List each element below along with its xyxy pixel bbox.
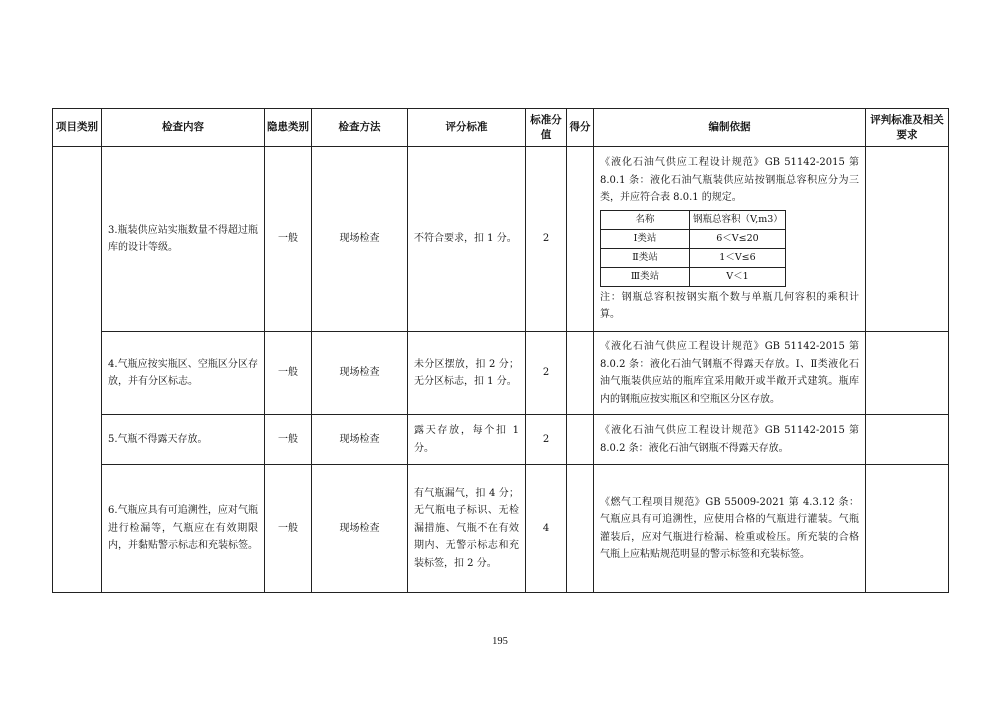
requirements-cell <box>866 415 949 465</box>
hazard-cell: 一般 <box>265 332 312 415</box>
header-hazard: 隐患类别 <box>265 109 312 147</box>
table-row <box>53 332 949 415</box>
requirements-cell <box>866 332 949 415</box>
header-requirements: 评判标准及相关要求 <box>866 109 949 147</box>
basis-note: 注：钢瓶总容积按钢实瓶个数与单瓶几何容积的乘积计算。 <box>600 291 859 321</box>
table-row <box>53 465 949 593</box>
scoring-cell: 露天存放，每个扣 1 分。 <box>408 415 526 465</box>
station-table-col-name: 名称 <box>601 210 690 229</box>
method-cell: 现场检查 <box>312 332 408 415</box>
station-class-range: 6＜V≤20 <box>690 229 786 248</box>
basis-intro: 《液化石油气供应工程设计规范》GB 51142-2015 第 8.0.1 条：液化石油气瓶装供应站按钢瓶总容积应分为三类，并应符合表 8.0.1 的规定。 <box>600 157 859 204</box>
category-cell <box>53 147 102 593</box>
page-number: 195 <box>492 636 508 647</box>
points-cell: 2 <box>526 415 567 465</box>
score-cell <box>567 465 594 593</box>
station-table-row <box>601 267 786 286</box>
points-cell: 2 <box>526 332 567 415</box>
points-cell: 2 <box>526 147 567 332</box>
header-row <box>53 109 949 147</box>
requirements-cell <box>866 465 949 593</box>
content-cell: 5.气瓶不得露天存放。 <box>102 415 265 465</box>
score-cell <box>567 332 594 415</box>
score-cell <box>567 415 594 465</box>
hazard-cell: 一般 <box>265 415 312 465</box>
inspection-table <box>52 108 949 593</box>
table-row <box>53 415 949 465</box>
station-table-row <box>601 248 786 267</box>
station-class-range: V＜1 <box>690 267 786 286</box>
hazard-cell: 一般 <box>265 465 312 593</box>
header-score: 得分 <box>567 109 594 147</box>
station-class-label: Ⅲ类站 <box>601 267 690 286</box>
content-cell: 4.气瓶应按实瓶区、空瓶区分区存放，并有分区标志。 <box>102 332 265 415</box>
basis-cell: 《燃气工程项目规范》GB 55009-2021 第 4.3.12 条：气瓶应具有可追溯性，应使用合格的气瓶进行灌装。气瓶灌装后，应对气瓶进行检漏、检重或检压。所充装的合格气瓶上应粘贴规范明显的警示标签和充装标签。 <box>594 465 866 593</box>
scoring-cell: 未分区摆放，扣 2 分；无分区标志，扣 1 分。 <box>408 332 526 415</box>
content-cell: 6.气瓶应具有可追溯性，应对气瓶进行检漏等，气瓶应在有效期限内，并黏贴警示标志和充装标签。 <box>102 465 265 593</box>
scoring-cell: 不符合要求，扣 1 分。 <box>408 147 526 332</box>
station-table-row <box>601 229 786 248</box>
station-table-col-volume: 钢瓶总容积（V,m3） <box>690 210 786 229</box>
method-cell: 现场检查 <box>312 415 408 465</box>
station-table-header <box>601 210 786 229</box>
header-content: 检查内容 <box>102 109 265 147</box>
requirements-cell <box>866 147 949 332</box>
header-scoring: 评分标准 <box>408 109 526 147</box>
hazard-cell: 一般 <box>265 147 312 332</box>
station-class-table <box>600 210 786 287</box>
points-cell: 4 <box>526 465 567 593</box>
header-category: 项目类别 <box>53 109 102 147</box>
inspection-table-sheet <box>52 108 948 593</box>
method-cell: 现场检查 <box>312 465 408 593</box>
content-cell: 3.瓶装供应站实瓶数量不得超过瓶库的设计等级。 <box>102 147 265 332</box>
basis-cell: 《液化石油气供应工程设计规范》GB 51142-2015 第 8.0.2 条：液化石油气钢瓶不得露天存放。 <box>594 415 866 465</box>
station-class-label: Ⅰ类站 <box>601 229 690 248</box>
station-class-range: 1＜V≤6 <box>690 248 786 267</box>
basis-cell: 《液化石油气供应工程设计规范》GB 51142-2015 第 8.0.2 条：液化石油气钢瓶不得露天存放。Ⅰ、Ⅱ类液化石油气瓶装供应站的瓶库宜采用敞开或半敞开式建筑。瓶库内的钢瓶应按实瓶区和空瓶区分区存放。 <box>594 332 866 415</box>
score-cell <box>567 147 594 332</box>
header-basis: 编制依据 <box>594 109 866 147</box>
method-cell: 现场检查 <box>312 147 408 332</box>
header-points: 标准分值 <box>526 109 567 147</box>
station-class-label: Ⅱ类站 <box>601 248 690 267</box>
scoring-cell: 有气瓶漏气，扣 4 分；无气瓶电子标识、无检漏措施、气瓶不在有效期内、无警示标志和充装标签，扣 2 分。 <box>408 465 526 593</box>
table-row <box>53 147 949 332</box>
basis-cell <box>594 147 866 332</box>
header-method: 检查方法 <box>312 109 408 147</box>
